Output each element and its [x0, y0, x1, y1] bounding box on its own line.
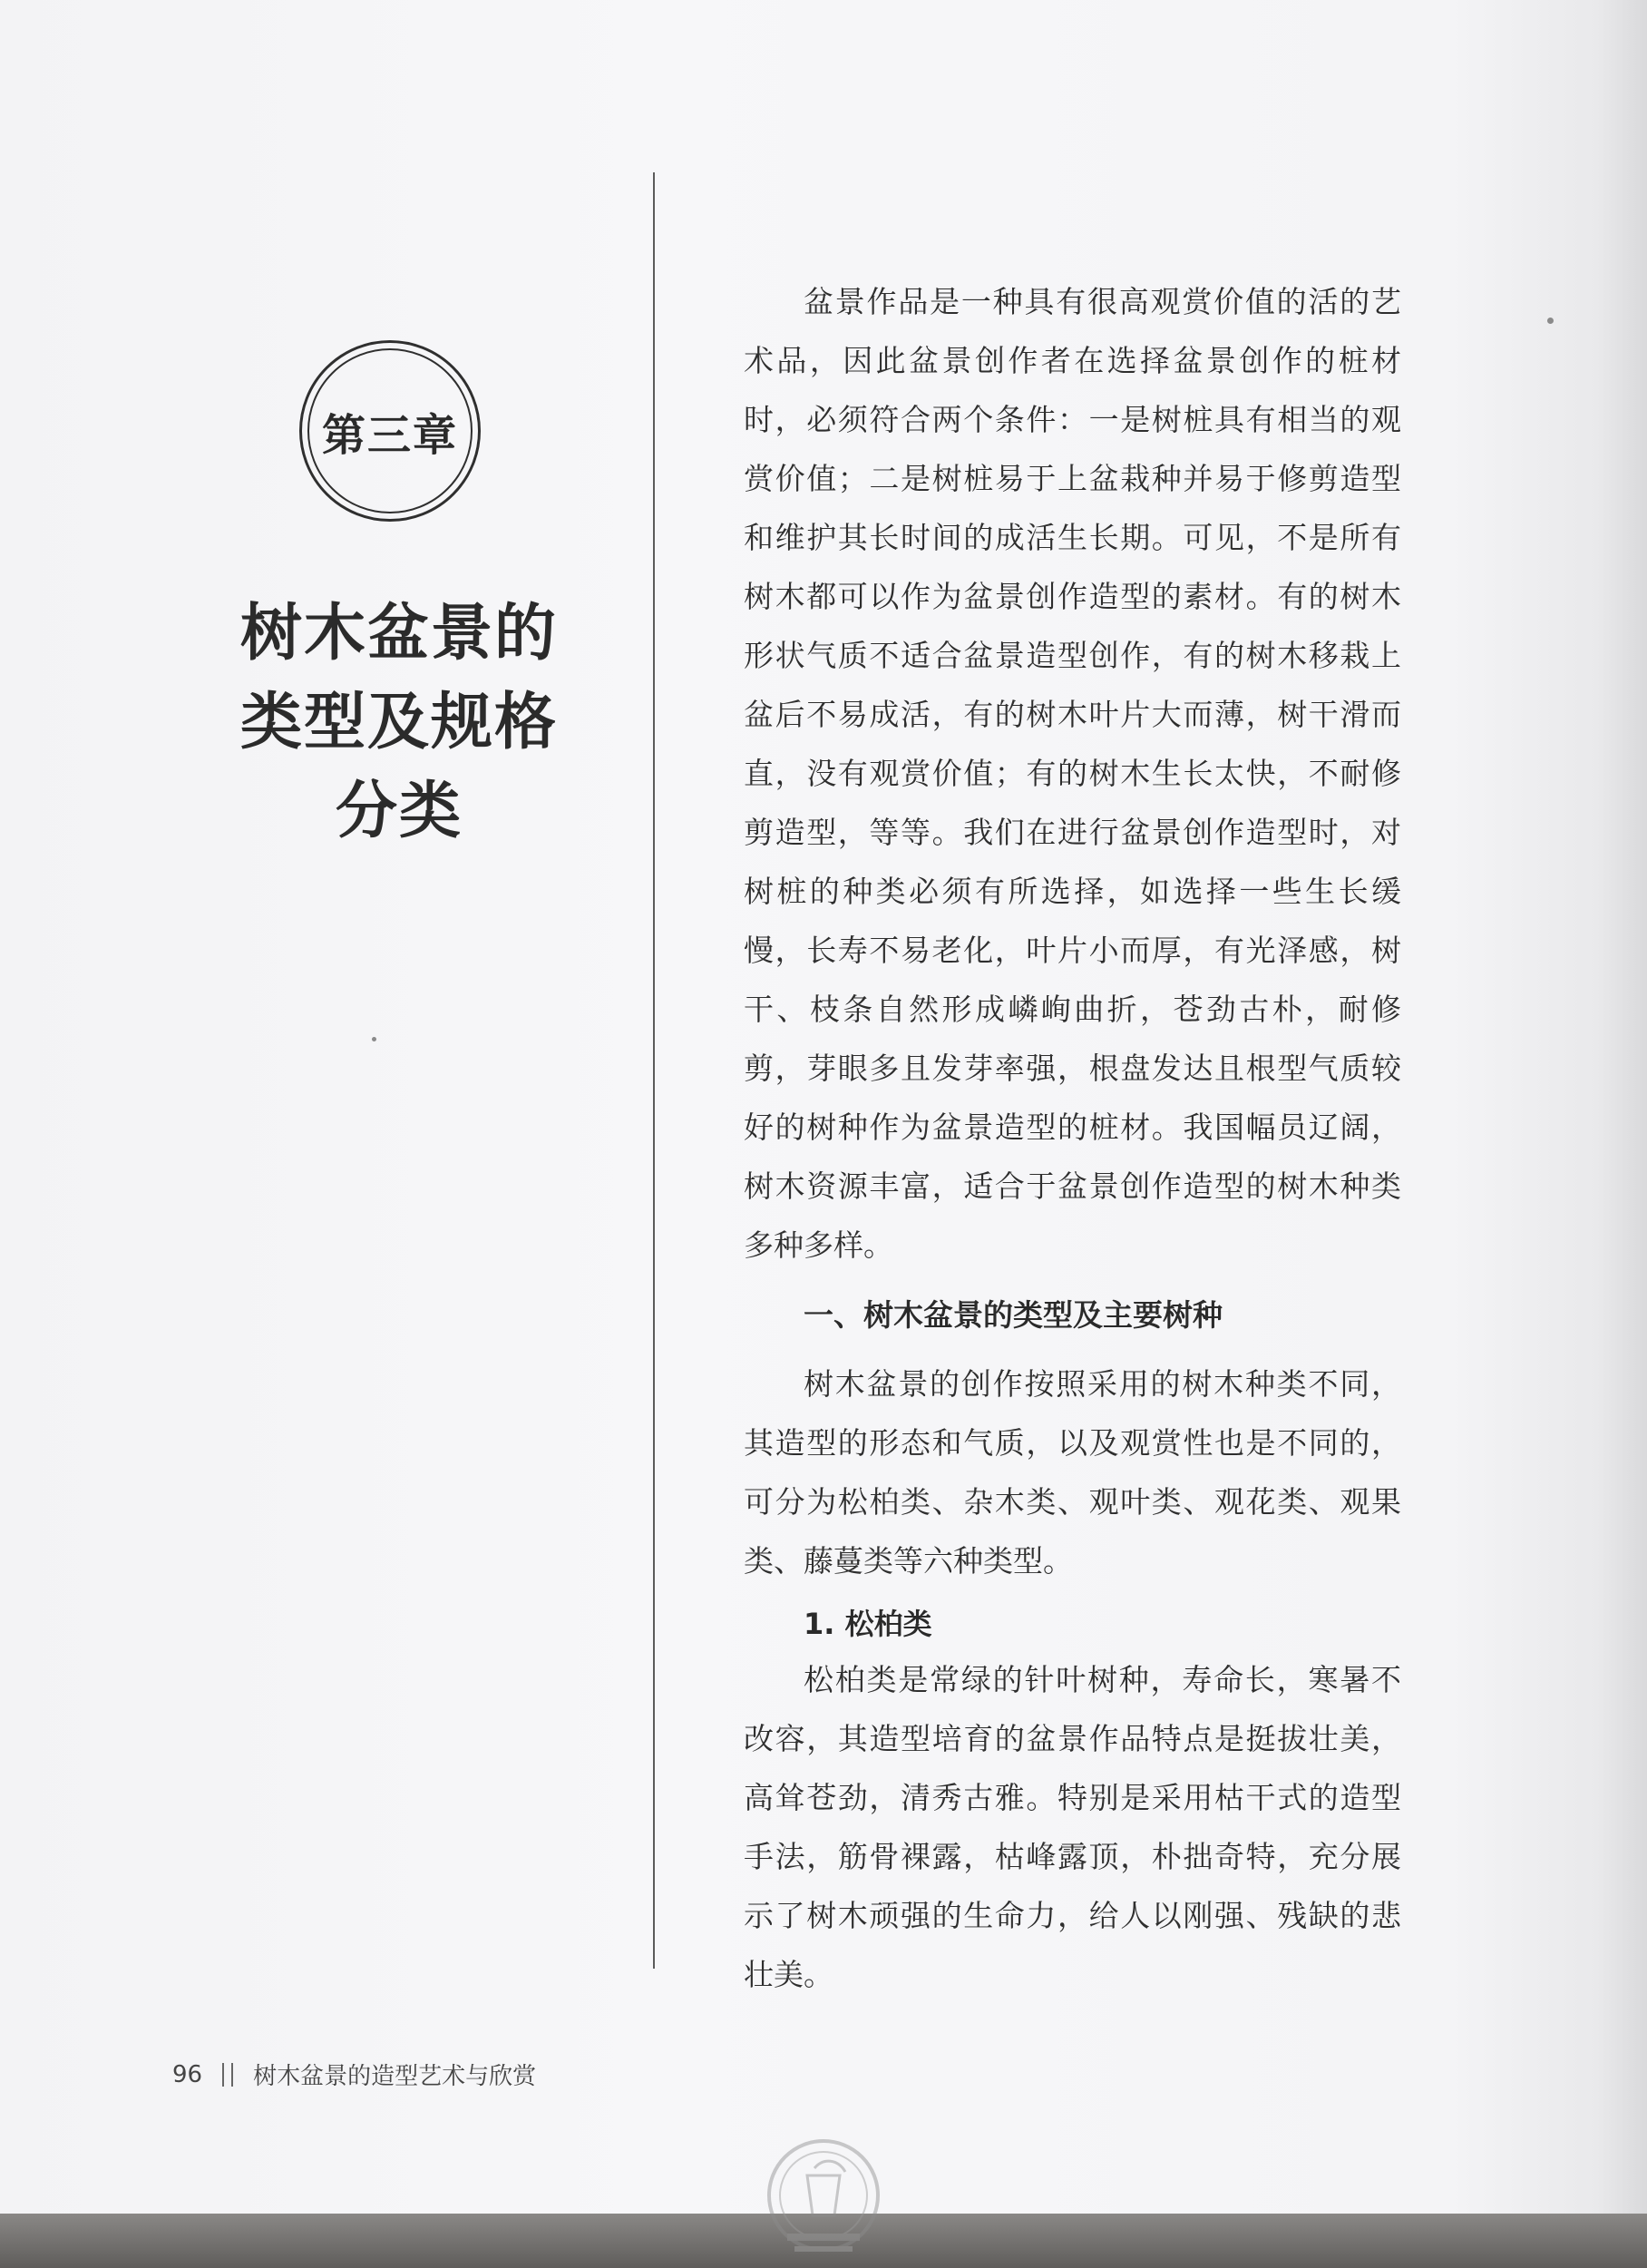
page-number: 96: [172, 2060, 203, 2088]
chapter-title-line-1: 树木盆景的: [239, 598, 558, 670]
chapter-title: [181, 590, 617, 856]
scan-speck: [1547, 318, 1554, 324]
column-divider: [653, 172, 655, 1969]
sub-heading: 1. 松柏类: [804, 1607, 932, 1641]
chapter-badge: [299, 340, 481, 522]
page-footer: [172, 2058, 536, 2091]
intro-paragraph: 盆景作品是一种具有很高观赏价值的活的艺术品，因此盆景创作者在选择盆景创作的桩材时，必须符合两个条件：一是树桩具有相当的观赏价值；二是树桩易于上盆栽种并易于修剪造型和维护其长时间的成活生长期。可见，不是所有树木都可以作为盆景创作造型的素材。有的树木形状气质不适合盆景造型创作，有的树木移栽上盆后不易成活，有的树木叶片大而薄，树干滑而直，没有观赏价值；有的树木生长太快，不耐修剪造型，等等。我们在进行盆景创作造型时，对树桩的种类必须有所选择，如选择一些生长缓慢，长寿不易老化，叶片小而厚，有光泽感，树干、枝条自然形成嶙峋曲折，苍劲古朴，耐修剪，芽眼多且发芽率强，根盘发达且根型气质较好的树种作为盆景造型的桩材。我国幅员辽阔，树木资源丰富，适合于盆景创作造型的树木种类多种多样。: [744, 284, 1401, 1263]
chapter-badge-inner-ring: [307, 348, 473, 513]
section-heading: 一、树木盆景的类型及主要树种: [804, 1297, 1223, 1333]
footer-separator: [222, 2063, 233, 2087]
chapter-label: 第三章: [321, 409, 458, 461]
book-title: 树木盆景的造型艺术与欣赏: [253, 2063, 537, 2090]
body-column: [744, 272, 1401, 2004]
watermark-seal-icon: [751, 2132, 896, 2268]
scan-speck: [372, 1037, 376, 1041]
sub-paragraph: 松柏类是常绿的针叶树种，寿命长，寒暑不改容，其造型培育的盆景作品特点是挺拔壮美，高耸苍劲，清秀古雅。特别是采用枯干式的造型手法，筋骨裸露，枯峰露顶，朴拙奇特，充分展示了树木顽强的生命力，给人以刚强、残缺的悲壮美。: [744, 1662, 1401, 1992]
chapter-title-line-3: 分类: [335, 776, 463, 847]
chapter-title-line-2: 类型及规格: [239, 687, 558, 758]
section-paragraph: 树木盆景的创作按照采用的树木种类不同，其造型的形态和气质，以及观赏性也是不同的，可分为松柏类、杂木类、观叶类、观花类、观果类、藤蔓类等六种类型。: [744, 1366, 1401, 1579]
